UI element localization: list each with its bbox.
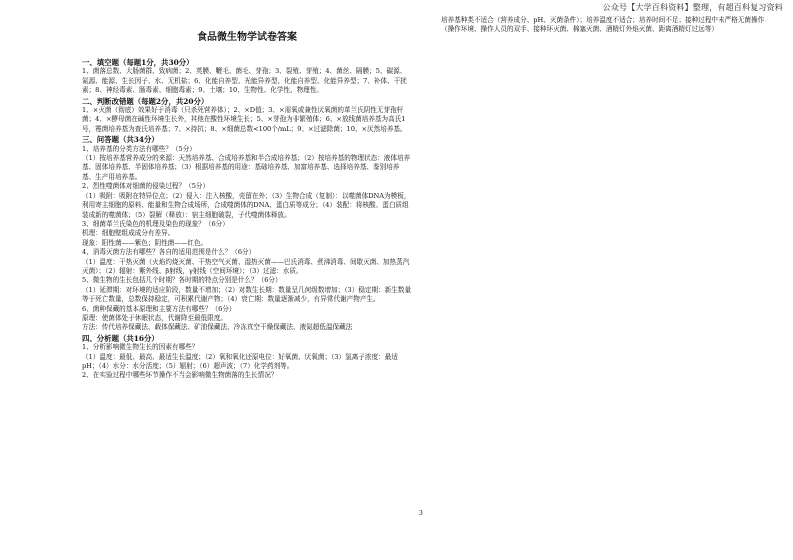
answer-paragraph: 机理：细胞壁组成成分有差异。 xyxy=(82,229,175,238)
section-heading: 一、填空题（每题1分，共30分） xyxy=(82,58,194,67)
answer-paragraph: 现象：阳性菌——紫色；阴性菌——红色。 xyxy=(82,238,208,247)
question-text: 1、分析影响微生物生长的因素有哪些？ xyxy=(82,343,199,352)
page-number: 3 xyxy=(419,510,423,517)
right-column xyxy=(441,16,771,35)
question-text: 4、消毒灭菌方法有哪些？各自的适用范围是什么？（6分） xyxy=(82,248,256,257)
left-column-body xyxy=(82,58,412,381)
answer-paragraph: 培养基种类不适合（营养成分、pH、灭菌条件）；培养温度不适合；培养时间不足；接种过程中未严格无菌操作（操作环境、操作人员的双手、接种环灭菌、棉塞灭菌、酒精灯外焰灭菌、距离酒精灯过远等） xyxy=(441,16,765,34)
page-title: 食品微生物学试卷答案 xyxy=(197,32,297,43)
question-text: 2、在实验过程中哪些环节操作不当会影响微生物菌落的生长情况？ xyxy=(82,371,278,380)
right-column-body xyxy=(441,16,771,35)
question-text: 3、细菌革兰氏染色的机理及染色的现象？（6分） xyxy=(82,219,229,228)
left-column xyxy=(82,32,412,381)
answer-paragraph: （1）温度：最低、最高、最适生长温度；（2）氧和氧化还原电位：好氧菌、厌氧菌；（3）氢离子浓度：最适pH；（4）水分：水分活度；（5）辐射；（6）超声波；（7）化学药剂等。 xyxy=(82,352,398,370)
section-heading: 四、分析题（共16分） xyxy=(82,333,159,343)
question-text: 6、菌种保藏的基本原理和主要方法有哪些？（6分） xyxy=(82,304,236,313)
answer-paragraph: （1）吸附：吸附在特异位点；（2）侵入：注入核酸，壳留在外；（3）生物合成（复制）：以噬菌体DNA为模板，利用寄主细胞的原料、能量和生物合成场所，合成噬菌体的DNA、蛋白质等成分；（4）装配：将核酸、蛋白质组装成新的噬菌体；（5）裂解（释放）：宿主细胞破裂，子代噬菌体释放。 xyxy=(82,191,411,219)
answer-paragraph: 方法：传代培养保藏法、载体保藏法、矿油保藏法、冷冻真空干燥保藏法、液氮超低温保藏法 xyxy=(82,323,353,332)
question-text: 2、烈性噬菌体对细菌的侵染过程？（5分） xyxy=(82,182,210,191)
answer-paragraph: （1）按培养基营养成分的来源：天然培养基、合成培养基和半合成培养基；（2）按培养基的物理状态：液体培养基、固体培养基、半固体培养基；（3）根据培养基的用途：基础培养基、加富培养基、选择培养基、鉴别培养基、生产用培养基。 xyxy=(82,154,411,181)
answer-paragraph: （1）温度：干热灭菌（火焰灼烧灭菌、干热空气灭菌、湿热灭菌——巴氏消毒、煮沸消毒、间歇灭菌、加热蒸汽灭菌）；（2）辐射：紫外线、β射线，γ射线（空间环境）；（3）过滤：水质。 xyxy=(82,257,410,275)
answer-paragraph: 原理：使菌体处于休眠状态，代谢降至最低限度。 xyxy=(82,313,228,322)
question-text: 5、微生物的生长包括几个时期？各时期的特点分别是什么？（6分） xyxy=(82,276,282,285)
question-text: 1、培养基的分类方法有哪些？（5分） xyxy=(82,144,196,153)
watermark-header: 公众号【大学百科资料】整理，有超百科复习资料 xyxy=(602,3,783,12)
answer-paragraph: 1、×灭菌（彻底）效果好于消毒（只杀死营养体）；2、×D值；3、×需氧或兼性厌氧菌的革兰氏阴性无芽孢杆菌；4、×酵母菌在碱性环境生长外，其他在酸性环境生长；5、×芽孢为非繁殖体；6、×放线菌培养基为高氏1号，霉菌培养基为查氏培养基；7、×持抗；8、×细菌总数<100个/mL；9、×过滤除菌；10、×厌然培养基。 xyxy=(82,106,407,133)
answer-paragraph: 1、菌落总数、大肠菌群、致病菌；2、英膜、鞭毛、菌毛、芽孢；3、裂殖、芽殖；4、菌丝、隔膜；5、碳源、氮源、能源、生长因子、水、无机盐；6、化能自养型、光能异养型、化能自养型、化能异养型；7、补体、干扰素；8、神经毒素、肠毒素、细胞毒素；9、土壤；10、生物性、化学性、物理性。 xyxy=(82,67,407,95)
answer-paragraph: （1）延滞期：对环境的适应阶段，数量不增加；（2）对数生长期：数量呈几何级数增加；（3）稳定期：新生数量等于死亡数量，总数保持稳定，可积累代谢产物；（4）衰亡期：数量逐渐减少，有异常代谢产物产生。 xyxy=(82,285,412,304)
section-heading: 三、问答题（共34分） xyxy=(82,135,159,145)
section-heading: 二、判断改错题（每题2分，共20分） xyxy=(82,96,209,106)
